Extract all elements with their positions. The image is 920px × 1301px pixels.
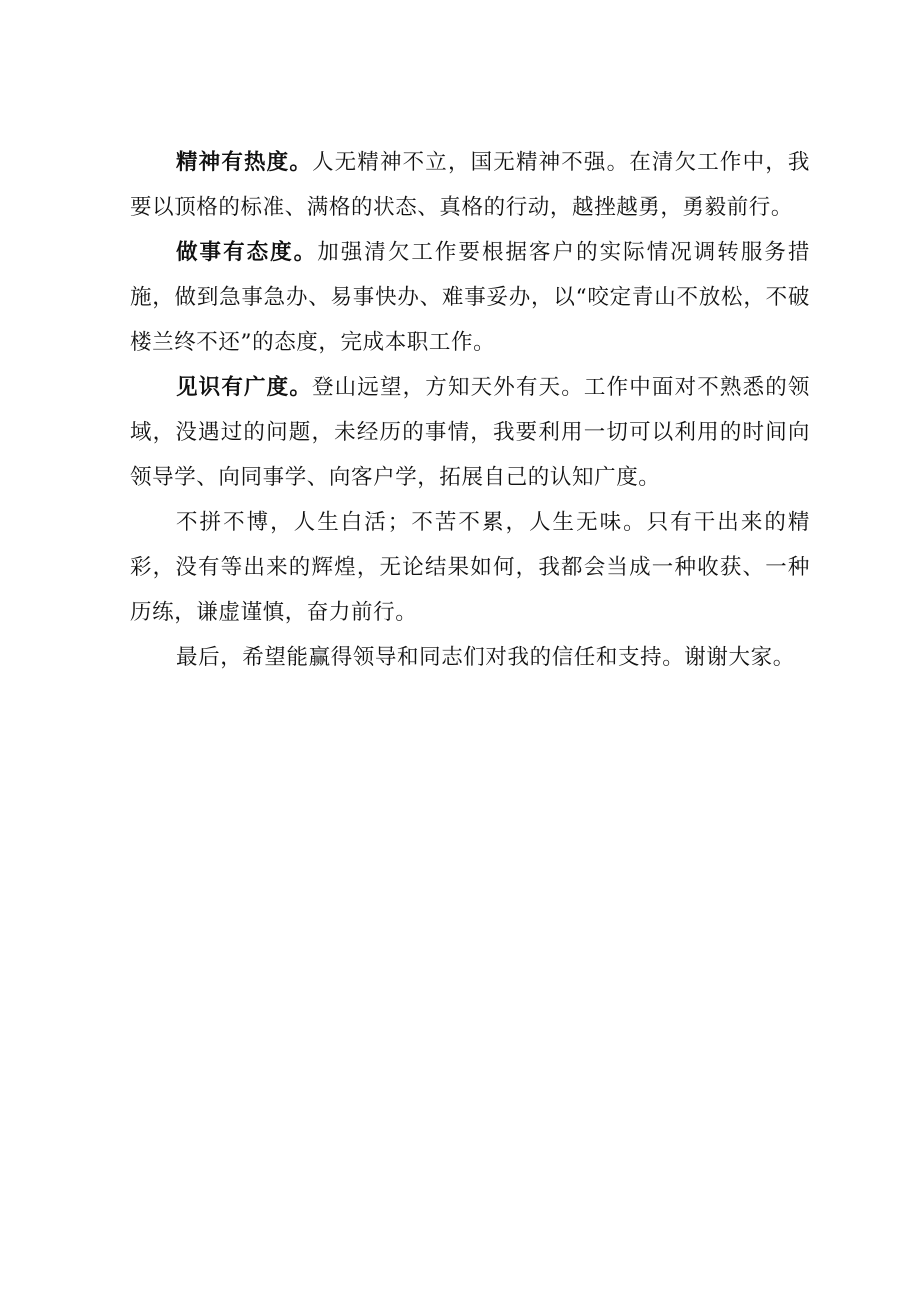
paragraph-closing xyxy=(130,635,810,680)
paragraph-striving xyxy=(130,500,810,635)
paragraph-spirit xyxy=(130,140,810,230)
paragraph-text: 加强清欠工作要根据客户的实际情况调转服务措施，做到急事急办、易事快办、难事妥办，以“咬定青山不放松，不破楼兰终不还”的态度，完成本职工作。 xyxy=(130,240,810,355)
paragraph-text: 不拼不博，人生白活；不苦不累，人生无味。只有干出来的精彩，没有等出来的辉煌，无论结果如何，我都会当成一种收获、一种历练，谦虚谨慎，奋力前行。 xyxy=(130,510,810,625)
paragraph-attitude xyxy=(130,230,810,365)
paragraph-text: 最后，希望能赢得领导和同志们对我的信任和支持。谢谢大家。 xyxy=(176,645,795,670)
paragraph-knowledge xyxy=(130,365,810,500)
paragraph-text: 登山远望，方知天外有天。工作中面对不熟悉的领域，没遇过的问题，未经历的事情，我要利用一切可以利用的时间向领导学、向同事学、向客户学，拓展自己的认知广度。 xyxy=(130,375,810,490)
paragraph-heading: 见识有广度。 xyxy=(176,375,312,400)
paragraph-heading: 精神有热度。 xyxy=(176,150,312,175)
paragraph-text: 人无精神不立，国无精神不强。在清欠工作中，我要以顶格的标准、满格的状态、真格的行动，越挫越勇，勇毅前行。 xyxy=(130,150,810,220)
paragraph-heading: 做事有态度。 xyxy=(176,240,318,265)
document-body xyxy=(130,140,810,680)
